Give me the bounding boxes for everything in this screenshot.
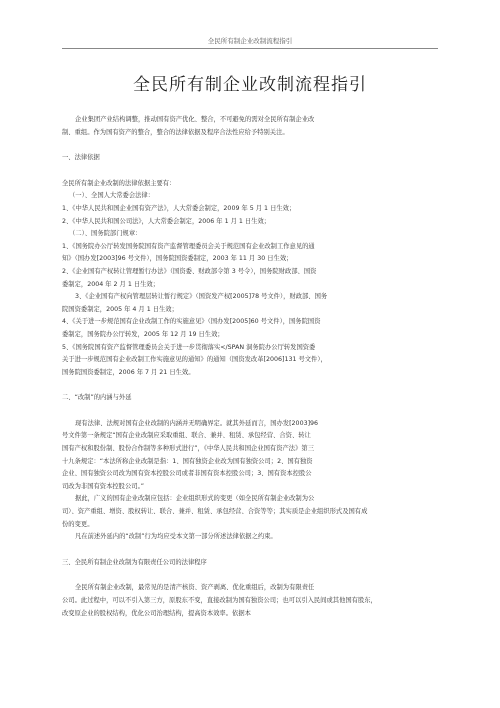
body-line: 知》（国办发[2003]96 号文件），国务院国资委制定，2003 年 11 月 30 日生效； xyxy=(62,255,293,263)
body-line: 2、《企业国有产权转让管理暂行办法》（国资委、财政部令第 3 号令），国务院财政部、国资 xyxy=(62,267,317,275)
body-line: 司改为非国有资本控股公司。” xyxy=(62,482,144,490)
body-line: 凡在前述外延内的“改制”行为均应受本文第一部分所述法律依据之约束。 xyxy=(75,533,277,541)
body-line: 2、《中华人民共和国公司法》，人大常委会制定，2006 年 1 月 1 日生效； xyxy=(62,217,271,225)
body-line: 1、《国务院办公厅转发国务院国有资产监督管理委员会关于规范国有企业改制工作意见的通 xyxy=(62,242,315,250)
subheading: （一）、全国人大常委会法律： xyxy=(69,192,155,200)
body-line: 4、《关于进一步规范国有企业改制工作的实施意见》（国办发[2005]60 号文件），国务院国资 xyxy=(62,318,321,326)
subheading: （二）、国务院部门规章： xyxy=(69,230,142,238)
body-line: 1、《中华人民共和国企业国有资产法》，人大常委会制定，2009 年 5 月 1 日生效； xyxy=(62,204,296,212)
body-line: 改变原企业的股权结构，优化公司治理结构，提高资本效率。依据本 xyxy=(62,609,251,617)
page-title: 全民所有制企业改制流程指引 xyxy=(133,75,367,95)
body-line: 委制定，国务院办公厅转发，2005 年 12 月 19 日生效； xyxy=(62,330,224,338)
body-line: 号文件第一条规定“国有企业改制应采取重组、联合、兼并、租赁、承包经营、合资、转让 xyxy=(62,432,311,440)
body-line: 现有法律、法规对国有企业改制的内涵并无明确界定。就其外延而言，国办发[2003]96 xyxy=(75,419,319,427)
document-body xyxy=(62,114,442,620)
body-line: 3、《企业国有产权向管理层转让暂行规定》（国资发产权[2005]78 号文件），财政部、国务 xyxy=(75,293,328,301)
body-line: 国有产权和股份制、股份合作制等多种形式进行”，《中华人民共和国企业国有资产法》第三 xyxy=(62,445,314,453)
body-line: 司）、资产重组、增资、股权转让、联合、兼并、租赁、承包经营、合资等等；其实质是企业组织形式及国有成 xyxy=(62,508,368,516)
section-heading: 一、法律依据 xyxy=(62,154,100,162)
intro-line: 企业集团产业结构调整，推动国有资产优化、整合，不可避免的需对全民所有制企业改 xyxy=(75,116,315,123)
body-line: 5、《国务院国有资产监督管理委员会关于进一步贯彻落实</SPAN 洞务院办公厅转发国资委 xyxy=(62,343,316,351)
body-line: 公司。此过程中，可以不引入第三方，原股东不变，直接改制为国有独资公司；也可以引入民间或其他国有股东， xyxy=(62,597,377,604)
body-line: 国务院国资委制定，2006 年 7 月 21 日生效。 xyxy=(62,368,195,376)
section-heading: 三、全民所有制企业改制为有限责任公司的法律程序 xyxy=(62,558,207,566)
header-divider xyxy=(62,48,438,49)
body-line: 院国资委制定，2005 年 4 月 1 日生效； xyxy=(62,305,178,313)
body-line: 据此，广义的国有企业改制应包括：企业组织形式的变更（如全民所有制企业改制为公 xyxy=(75,495,315,503)
section-heading: 二、“改制”的内涵与外延 xyxy=(62,394,132,402)
body-line: 十九条规定：“本法所称企业改制是指：1、国有独资企业改为国有独资公司；2、国有独资 xyxy=(62,457,313,465)
body-line: 关于进一步规范国有企业改制工作实施意见的通知》的通知（国资发改革[2006]131 号文件）， xyxy=(62,356,327,364)
intro-line: 制、重组。作为国有资产的整合，整合的法律依据及程序合法性应给予特别关注。 xyxy=(62,128,289,136)
body-line: 份的变更。 xyxy=(62,520,94,528)
body-line: 委制定，2004 年 2 月 1 日生效； xyxy=(62,280,160,288)
body-line: 全民所有制企业改制，最常见的是清产核资、资产剥离、优化重组后，改制为有限责任 xyxy=(75,584,315,592)
body-line: 全民所有制企业改制的法律依据主要有： xyxy=(62,179,176,187)
body-line: 企业、国有独资公司改为国有资本控股公司或者非国有资本控股公司；3、国有资本控股公 xyxy=(62,470,312,478)
running-header: 全民所有制企业改制流程指引 xyxy=(207,37,293,45)
